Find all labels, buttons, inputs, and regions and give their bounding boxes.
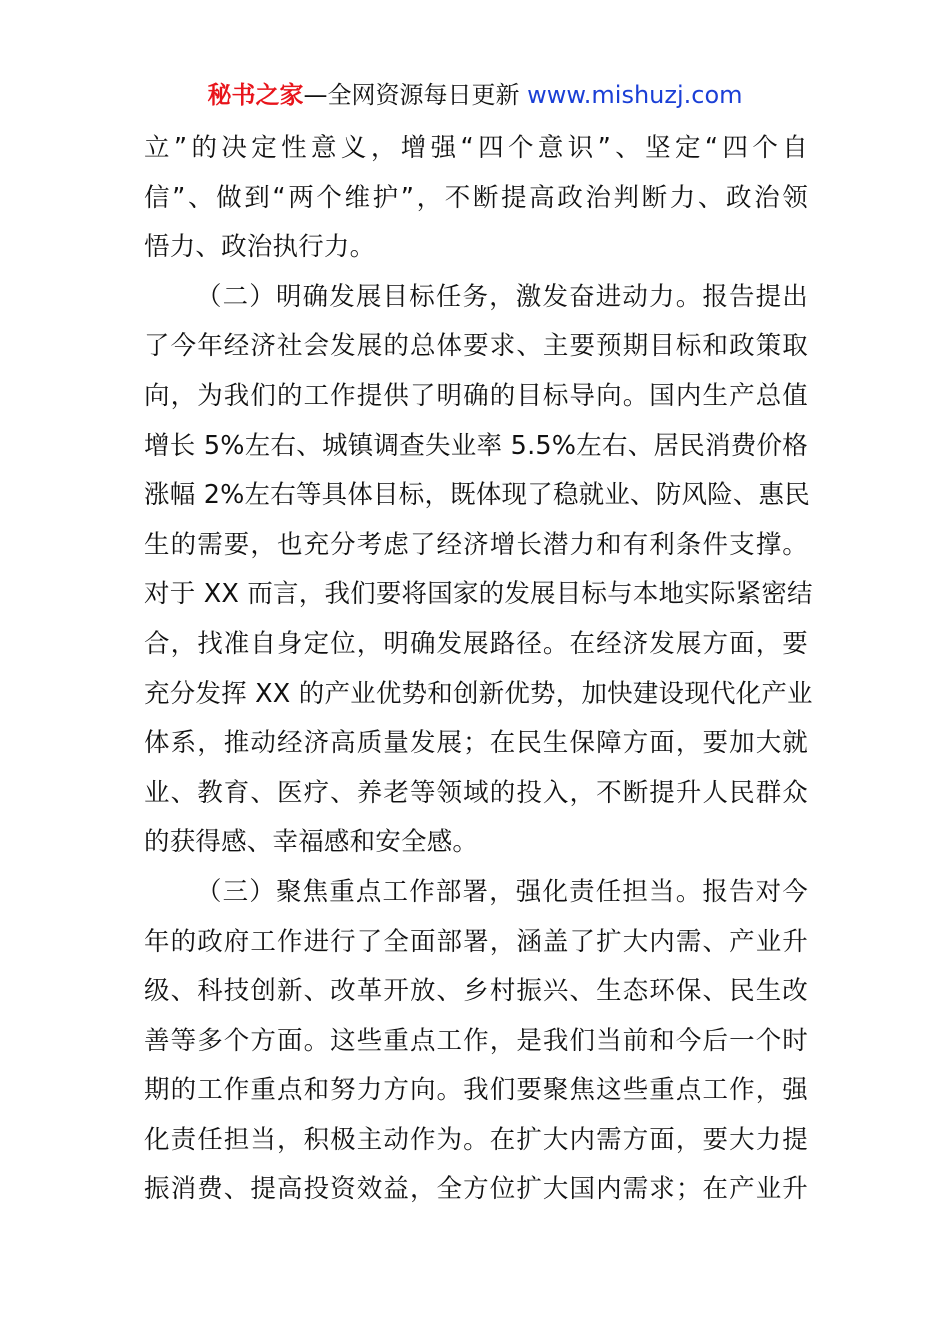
section-heading-line: （三）聚焦重点工作部署，强化责任担当。报告对今 [196, 876, 808, 907]
text-line: 向，为我们的工作提供了明确的目标导向。国内生产总值 [144, 380, 808, 411]
text-line: 生的需要，也充分考虑了经济增长潜力和有利条件支撑。 [144, 529, 808, 560]
text-line: 期的工作重点和努力方向。我们要聚焦这些重点工作，强 [144, 1075, 808, 1106]
text-line: 了今年经济社会发展的总体要求、主要预期目标和政策取 [144, 331, 808, 362]
text-line: 体系，推动经济高质量发展；在民生保障方面，要加大就 [144, 728, 808, 759]
text-line: 涨幅 2%左右等具体目标，既体现了稳就业、防风险、惠民 [144, 480, 810, 511]
text-line: 充分发挥 XX 的产业优势和创新优势，加快建设现代化产业 [144, 678, 813, 709]
text-line: 悟力、政治执行力。 [144, 232, 376, 263]
brand-name: 秘书之家 [207, 81, 304, 109]
text-line: 善等多个方面。这些重点工作，是我们当前和今后一个时 [144, 1025, 808, 1056]
text-line: 业、教育、医疗、养老等领域的投入，不断提升人民群众 [144, 777, 808, 808]
text-line: 对于 XX 而言，我们要将国家的发展目标与本地实际紧密结 [144, 579, 813, 610]
text-line: 的获得感、幸福感和安全感。 [144, 827, 479, 858]
text-line: 信”、做到“两个维护”，不断提高政治判断力、政治领 [144, 182, 808, 213]
text-line: 级、科技创新、改革开放、乡村振兴、生态环保、民生改 [144, 976, 808, 1007]
text-line: 化责任担当，积极主动作为。在扩大内需方面，要大力提 [144, 1124, 808, 1155]
text-line: 增长 5%左右、城镇调查失业率 5.5%左右、居民消费价格 [144, 430, 808, 461]
section-heading-line: （二）明确发展目标任务，激发奋进动力。报告提出 [196, 281, 808, 312]
document-body [144, 124, 813, 1215]
text-line: 年的政府工作进行了全面部署，涵盖了扩大内需、产业升 [144, 926, 808, 957]
page-header [0, 78, 950, 112]
text-line: 合，找准自身定位，明确发展路径。在经济发展方面，要 [144, 628, 808, 659]
text-line: 振消费、提高投资效益，全方位扩大国内需求；在产业升 [144, 1174, 808, 1205]
site-url[interactable]: www.mishuzj.com [527, 81, 743, 109]
text-line: 立”的决定性意义，增强“四个意识”、坚定“四个自 [144, 133, 808, 163]
header-tagline: —全网资源每日更新 [303, 81, 520, 109]
